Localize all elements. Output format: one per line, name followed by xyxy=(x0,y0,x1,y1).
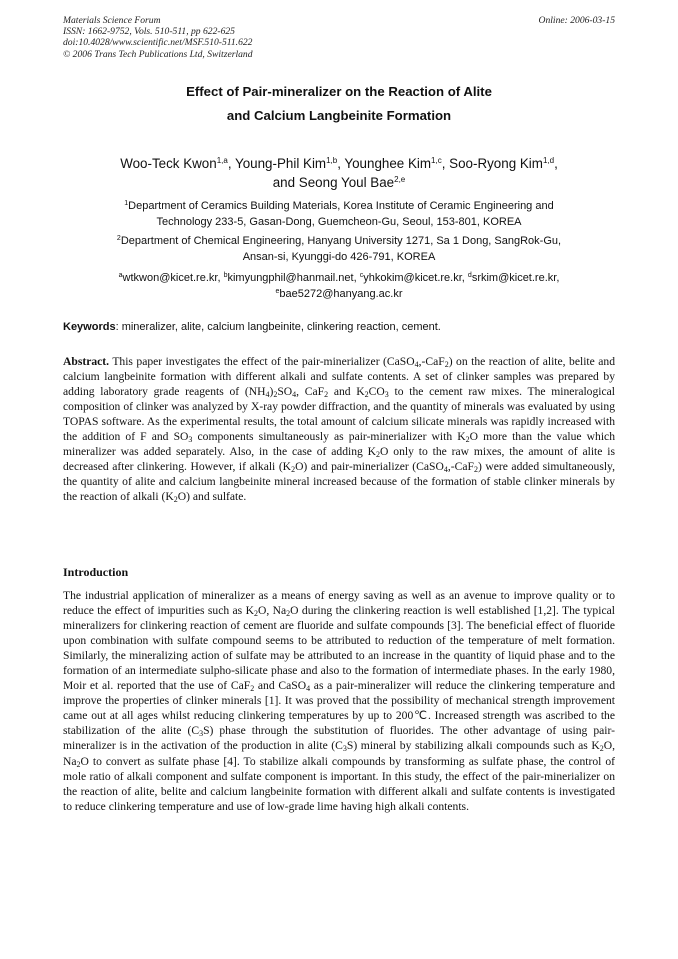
author-name: Soo-Ryong Kim xyxy=(449,156,543,171)
author-name: Woo-Teck Kwon xyxy=(120,156,217,171)
abstract-text: to the cement raw mixes. The mineralogical composition of clinker was analyzed by X-ray powder diffraction, and the quantity of minerals was evaluated by using TOPAS software. As the experimental results, the total amount of calcium silicate minerals was rapidly increased with the addition of F and SO xyxy=(63,385,616,444)
affiliation-1 xyxy=(63,198,615,230)
author-affil-mark: 1,a xyxy=(216,156,228,165)
body-text: O during the clinkering reaction is well established [1,2]. The typical mineralizers for clinkering reaction of cement are fluoride and sulfate compounds [3]. The beneficial effect of fluoride upon combination with sulfate compound seems to be attributed to reduction of the temperature of melt formation. Similarly, the mineralizing action of sulfate may be attributed to an increase in the quantity of liquid phase and to the formation of an intermediate sulpho-silicate phase and also to the formation of intermediate phases. In the early 1980, Moir et al. reported that the use of CaF xyxy=(63,604,615,693)
abstract-text: O more than the value which mineralizer was added separately. Also, in the case of adding K xyxy=(63,430,615,459)
abstract-text: ) were added simultaneously, the quantity of alite and calcium langbeinite mineral increased because of the formation of stable clinker minerals by the reaction of alkali (K xyxy=(63,460,615,504)
author-list xyxy=(63,154,615,192)
subscript: 2 xyxy=(473,465,478,475)
abstract-text: ) xyxy=(269,385,274,399)
introduction-paragraph xyxy=(63,588,615,814)
affiliation-text: Ansan-si, Kyunggi-do 426-791, KOREA xyxy=(242,251,436,263)
email-mark: a xyxy=(118,272,123,279)
abstract-text: O) and sulfate. xyxy=(177,490,247,504)
doi-line: doi:10.4028/www.scientific.net/MSF.510-511.622 xyxy=(63,37,253,49)
email-address: kimyungphil@hanmail.net, xyxy=(227,272,360,284)
keywords-label: Keywords xyxy=(63,321,116,333)
subscript: 2 xyxy=(173,495,178,505)
subscript: 2 xyxy=(76,759,81,769)
copyright-line: © 2006 Trans Tech Publications Ltd, Switzerland xyxy=(63,48,253,60)
abstract-text: CO xyxy=(368,385,385,399)
author-name: Younghee Kim xyxy=(344,156,432,171)
abstract-text: ,-CaF xyxy=(447,460,474,474)
section-heading-introduction: Introduction xyxy=(63,565,129,579)
subscript: 4 xyxy=(306,684,311,694)
author-separator: , xyxy=(554,156,558,171)
body-text: S) phase through the substitution of fluorides. The other advantage of using pair-mineralizer is in the activation of the production in alite (C xyxy=(63,724,615,753)
affiliation-text: Technology 233-5, Gasan-Dong, Guemcheon-Gu, Seoul, 153-801, KOREA xyxy=(156,216,522,228)
subscript: 4 xyxy=(265,390,270,400)
subscript: 2 xyxy=(444,360,449,369)
subscript: 2 xyxy=(250,684,255,694)
abstract-text: O only to the raw mixes, the amount of alite is decreased after clinkering. However, if alkali (K xyxy=(63,445,615,474)
affiliation-mark: 2 xyxy=(116,235,121,242)
body-text: S) mineral by stabilizing alkali compounds such as K xyxy=(346,739,600,753)
subscript: 2 xyxy=(273,390,278,400)
abstract-text: O) and pair-minerializer (CaSO xyxy=(295,460,444,474)
email-mark: d xyxy=(467,272,472,279)
author-conjunction: and xyxy=(272,175,299,190)
affiliation-text: Department of Chemical Engineering, Hanyang University 1271, Sa 1 Dong, SangRok-Gu, xyxy=(120,235,562,247)
subscript: 2 xyxy=(291,465,296,475)
body-text: The industrial application of mineralizer as a means of energy saving as well as an avenue to improve quality or to reduce the effect of impurities such as K xyxy=(63,589,615,618)
affiliation-mark: 1 xyxy=(124,200,129,207)
title-line-2: and Calcium Langbeinite Formation xyxy=(226,108,452,123)
email-mark: c xyxy=(359,272,364,279)
affiliation-text: Department of Ceramics Building Materials, Korea Institute of Ceramic Engineering and xyxy=(128,200,554,212)
subscript: 3 xyxy=(342,744,347,754)
author-affil-mark: 1,c xyxy=(431,156,442,165)
author-affil-mark: 1,d xyxy=(542,156,555,165)
subscript: 2 xyxy=(599,744,604,754)
subscript: 2 xyxy=(253,609,258,619)
subscript: 2 xyxy=(465,435,470,445)
author-separator: , xyxy=(337,156,345,171)
affiliation-2 xyxy=(63,233,615,265)
author-name: Young-Phil Kim xyxy=(235,156,327,171)
subscript: 3 xyxy=(199,729,204,739)
subscript: 2 xyxy=(364,390,369,400)
subscript: 4 xyxy=(414,360,419,369)
subscript: 4 xyxy=(292,390,297,400)
issn-line: ISSN: 1662-9752, Vols. 510-511, pp 622-625 xyxy=(63,26,235,38)
author-separator: , xyxy=(441,156,450,171)
author-name: Seong Youl Bae xyxy=(298,175,395,190)
author-separator: , xyxy=(227,156,236,171)
body-text: O, Na xyxy=(63,739,615,768)
body-text: O, Na xyxy=(257,604,287,618)
keywords-line xyxy=(63,320,615,334)
abstract-text: This paper investigates the effect of the pair-minerializer (CaSO xyxy=(109,355,415,368)
abstract-text: and K xyxy=(328,385,365,399)
author-emails xyxy=(63,270,615,302)
subscript: 4 xyxy=(443,465,448,475)
subscript: 3 xyxy=(188,435,193,445)
author-affil-mark: 1,b xyxy=(326,156,338,165)
author-affil-mark: 2,e xyxy=(394,175,406,184)
abstract-text: ) on the reaction of alite, belite and calcium langbeinite formation with different alkali and sulfate contents. A set of clinker samples was prepared by adding laboratory grade reagents of (NH xyxy=(63,355,615,399)
email-address: wtkwon@kicet.re.kr, xyxy=(122,272,224,284)
email-address: bae5272@hanyang.ac.kr xyxy=(279,288,403,300)
subscript: 3 xyxy=(384,390,389,400)
journal-header xyxy=(63,15,615,60)
online-date: Online: 2006-03-15 xyxy=(538,15,615,26)
abstract-text: ,-CaF xyxy=(418,355,445,368)
title-line-1: Effect of Pair-mineralizer on the Reaction of Alite xyxy=(186,84,492,99)
paper-title xyxy=(63,80,615,128)
body-text: as a pair-mineralizer will reduce the clinkering temperature and improve the properties of clinker minerals [1]. It was proved that the possibility of mechanical strength improvement came out at all ages whilst reducing clinkering temperatures by up to 200℃. Increased strength was ascribed to the stabilization of the alite (C xyxy=(63,679,615,738)
email-mark: b xyxy=(223,272,228,279)
body-text: O to convert as sulfate phase [4]. To stabilize alkali compounds by transforming as sulfate phase, the control of mole ratio of alkali component and sulfate component is important. In this study, the effect of the pair-minerializer on the reaction of alite, belite and calcium langbeinite formation with different alkali and sulfate contents is investigated to reduce clinkering temperature and use of low-grade lime having high alkali contents. xyxy=(63,754,615,813)
abstract-text: components simultaneously as pair-minerializer with K xyxy=(192,430,466,444)
abstract-text: , CaF xyxy=(296,385,325,399)
abstract-label: Abstract. xyxy=(63,355,110,368)
subscript: 2 xyxy=(376,450,381,460)
email-mark: e xyxy=(275,288,280,295)
abstract-paragraph xyxy=(63,354,615,504)
abstract-text: SO xyxy=(277,385,293,399)
subscript: 2 xyxy=(324,390,329,400)
subscript: 2 xyxy=(286,609,291,619)
email-address: srkim@kicet.re.kr, xyxy=(471,272,560,284)
journal-name: Materials Science Forum xyxy=(63,15,161,26)
email-address: yhkokim@kicet.re.kr, xyxy=(363,272,468,284)
keywords-text: : mineralizer, alite, calcium langbeinite, clinkering reaction, cement. xyxy=(115,321,441,333)
body-text: and CaSO xyxy=(254,679,307,693)
